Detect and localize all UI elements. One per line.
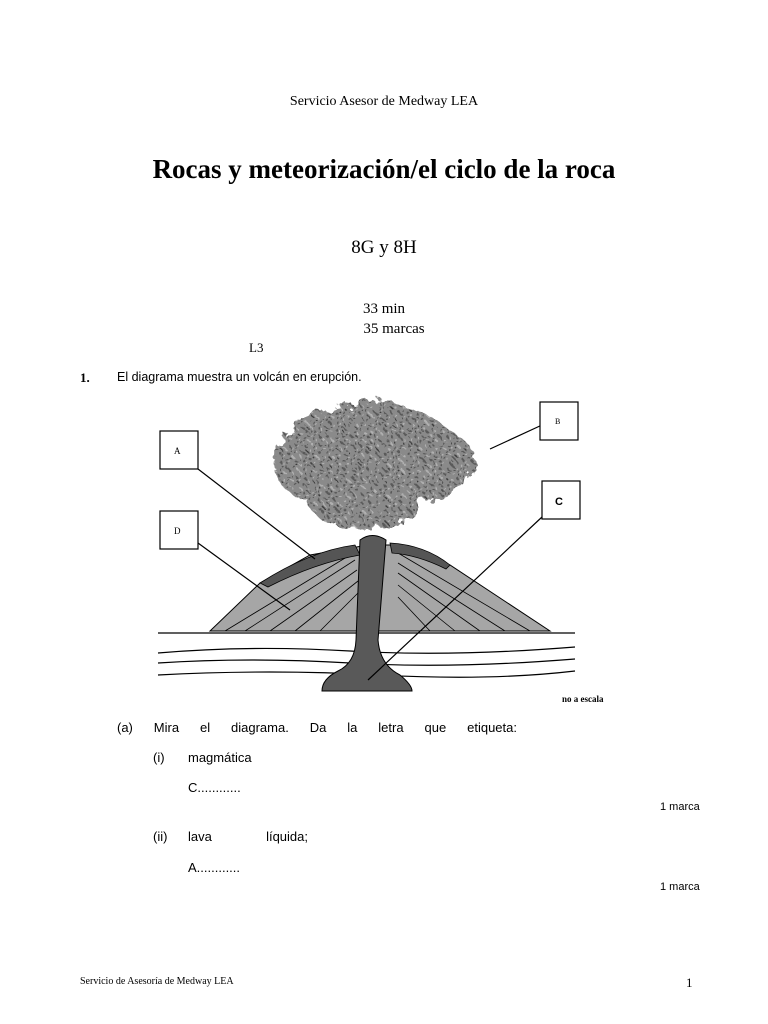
sub-question-i-text: magmática bbox=[188, 750, 252, 765]
word: etiqueta: bbox=[467, 720, 517, 735]
word: Mira bbox=[153, 720, 180, 735]
label-box-b bbox=[540, 402, 578, 440]
mark-ii: 1 marca bbox=[660, 881, 700, 893]
question-number: 1. bbox=[80, 370, 90, 385]
part-a-label: (a) bbox=[117, 720, 133, 735]
mark-i: 1 marca bbox=[660, 801, 700, 813]
duration: 33 min bbox=[362, 301, 406, 317]
page-number: 1 bbox=[686, 975, 693, 990]
sub-question-i-number: (i) bbox=[153, 750, 165, 765]
footer-text: Servicio de Asesoría de Medway LEA bbox=[80, 976, 234, 987]
label-a: A bbox=[174, 446, 181, 456]
label-box-c bbox=[542, 481, 580, 519]
label-b: B bbox=[555, 417, 561, 426]
label-box-d bbox=[160, 511, 198, 549]
label-box-a bbox=[160, 431, 198, 469]
level: L3 bbox=[249, 340, 264, 355]
word: líquida; bbox=[266, 829, 308, 844]
word: Da bbox=[309, 720, 327, 735]
part-a-instruction bbox=[117, 720, 517, 735]
question-text: El diagrama muestra un volcán en erupción. bbox=[117, 370, 362, 384]
total-marks: 35 marcas bbox=[363, 321, 425, 337]
label-c: C bbox=[555, 496, 563, 508]
word: el bbox=[199, 720, 211, 735]
word: que bbox=[424, 720, 447, 735]
ash-cloud bbox=[275, 401, 475, 529]
answer-i[interactable]: C............ bbox=[188, 780, 241, 795]
sub-question-ii-text bbox=[188, 829, 308, 844]
page-title: Rocas y meteorización/el ciclo de la roca bbox=[152, 154, 616, 184]
volcano-diagram bbox=[150, 395, 620, 710]
sub-question-ii-number: (ii) bbox=[153, 829, 168, 844]
word: lava bbox=[188, 829, 212, 844]
grades: 8G y 8H bbox=[351, 237, 417, 258]
word: la bbox=[347, 720, 358, 735]
scale-note: no a escala bbox=[562, 694, 604, 704]
label-d: D bbox=[174, 526, 181, 536]
word: letra bbox=[378, 720, 404, 735]
word: diagrama. bbox=[231, 720, 289, 735]
answer-ii[interactable]: A............ bbox=[188, 860, 241, 875]
agency-name: Servicio Asesor de Medway LEA bbox=[289, 94, 479, 109]
